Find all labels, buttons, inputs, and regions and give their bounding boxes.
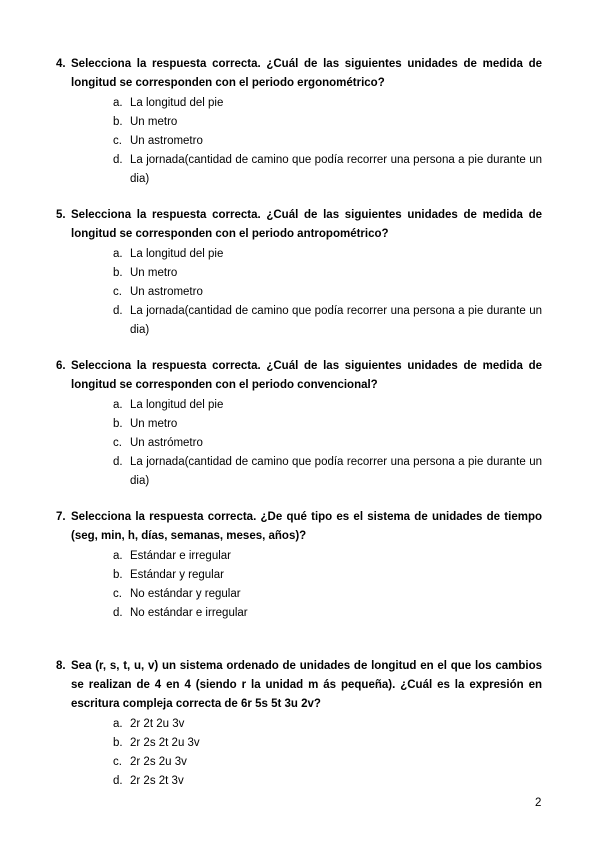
- question-number: 7.: [56, 511, 66, 523]
- option-d: d. No estándar e irregular: [113, 607, 248, 619]
- option-c: c. Un astrometro: [113, 135, 203, 147]
- options-list: [113, 94, 542, 189]
- option-b: b. Un metro: [113, 267, 178, 279]
- option-a: a. La longitud del pie: [113, 248, 224, 260]
- option-a: a. Estándar e irregular: [113, 550, 231, 562]
- question-text: Selecciona la respuesta correcta. ¿De qué tipo es el sistema de unidades de tiempo (seg, min, h, días, semanas, meses, años)?: [71, 511, 542, 542]
- options-list: [113, 715, 542, 791]
- options-list: [113, 547, 542, 623]
- option-d: d. La jornada(cantidad de camino que podía recorrer una persona a pie durante un dia): [113, 154, 542, 185]
- options-list: [113, 245, 542, 340]
- option-b: b. Estándar y regular: [113, 569, 224, 581]
- option-c: c. Un astrometro: [113, 286, 203, 298]
- option-b: b. Un metro: [113, 116, 178, 128]
- option-b: b. Un metro: [113, 418, 178, 430]
- option-d: d. 2r 2s 2t 3v: [113, 775, 184, 787]
- question-number: 6.: [56, 360, 66, 372]
- option-c: c. 2r 2s 2u 3v: [113, 756, 187, 768]
- option-a: a. 2r 2t 2u 3v: [113, 718, 185, 730]
- question-4: [56, 55, 542, 189]
- question-8: [56, 657, 542, 791]
- option-a: a. La longitud del pie: [113, 97, 224, 109]
- question-6: [56, 357, 542, 491]
- question-text: Sea (r, s, t, u, v) un sistema ordenado de unidades de longitud en el que los cambios se realizan de 4 en 4 (siendo r la unidad m ás pequeña). ¿Cuál es la expresión en escritura compleja correcta de 6r 5s 5t 3u 2v?: [71, 660, 542, 710]
- option-d: d. La jornada(cantidad de camino que podía recorrer una persona a pie durante un dia): [113, 456, 542, 487]
- option-d: d. La jornada(cantidad de camino que podía recorrer una persona a pie durante un dia): [113, 305, 542, 336]
- option-b: b. 2r 2s 2t 2u 3v: [113, 737, 200, 749]
- question-number: 5.: [56, 209, 66, 221]
- option-c: c. No estándar y regular: [113, 588, 241, 600]
- question-number: 4.: [56, 58, 66, 70]
- option-c: c. Un astrómetro: [113, 437, 203, 449]
- question-7: [56, 508, 542, 623]
- option-a: a. La longitud del pie: [113, 399, 224, 411]
- question-text: Selecciona la respuesta correcta. ¿Cuál de las siguientes unidades de medida de longitud se corresponden con el periodo antropométrico?: [71, 209, 542, 240]
- question-text: Selecciona la respuesta correcta. ¿Cuál de las siguientes unidades de medida de longitud se corresponden con el periodo ergonométrico?: [71, 58, 542, 89]
- options-list: [113, 396, 542, 491]
- question-5: [56, 206, 542, 340]
- question-text: Selecciona la respuesta correcta. ¿Cuál de las siguientes unidades de medida de longitud se corresponden con el periodo convencional?: [71, 360, 542, 391]
- page-number: 2: [535, 797, 542, 809]
- question-number: 8.: [56, 660, 66, 672]
